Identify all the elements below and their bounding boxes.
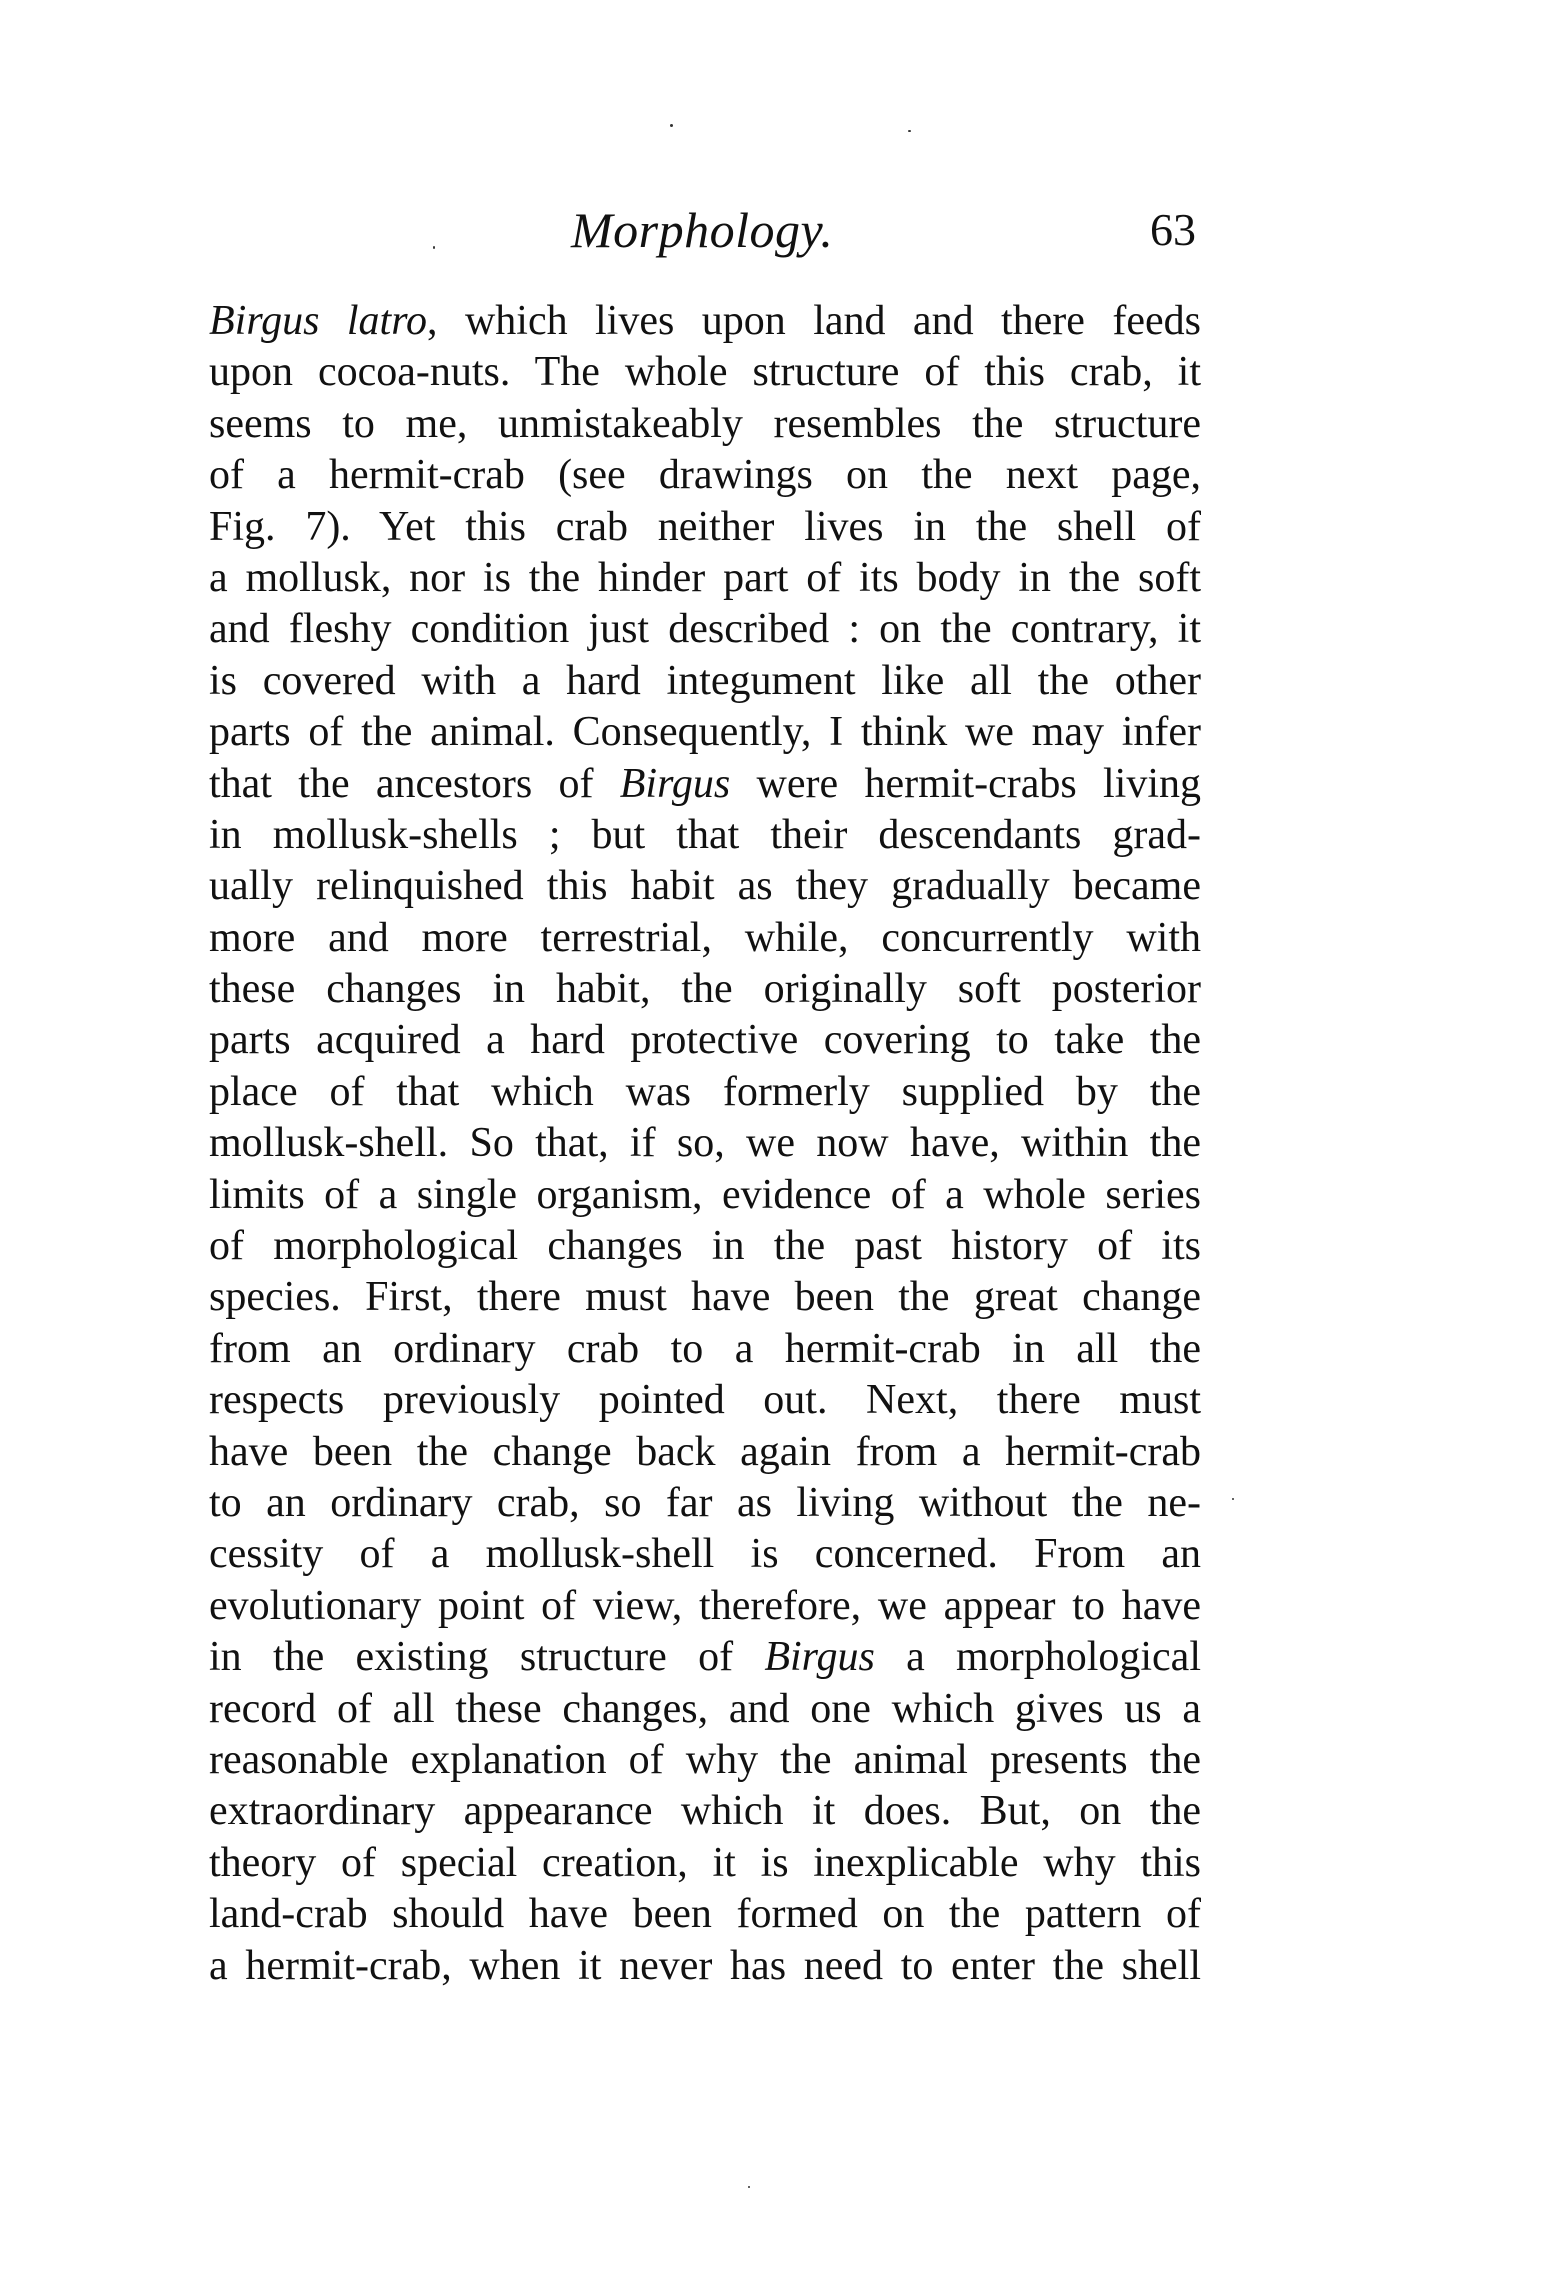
italic-species-name: Birgus [619, 760, 731, 807]
text-run: is covered with a hard integument like all the other [209, 657, 1201, 704]
text-run: of a hermit-crab (see drawings on the next page, [209, 452, 1201, 499]
text-line [209, 1838, 1201, 1889]
text-line [209, 502, 1201, 553]
scan-speck [908, 130, 911, 132]
body-paragraph [209, 296, 1201, 1992]
text-line [209, 707, 1201, 758]
text-run: respects previously pointed out. Next, there must [209, 1377, 1201, 1424]
text-line [209, 1324, 1201, 1375]
text-line [209, 1684, 1201, 1735]
text-line [209, 1221, 1201, 1272]
text-line [209, 964, 1201, 1015]
text-line [209, 1529, 1201, 1580]
text-line [209, 1170, 1201, 1221]
text-run: that the ancestors of [209, 760, 620, 807]
text-line [209, 1889, 1201, 1940]
text-line [209, 861, 1201, 912]
text-run: upon cocoa-nuts. The whole structure of this crab, it [209, 349, 1201, 396]
text-line [209, 913, 1201, 964]
text-line [209, 1015, 1201, 1066]
text-run: have been the change back again from a hermit-crab [209, 1428, 1201, 1475]
text-line [209, 1118, 1201, 1169]
text-line [209, 296, 1201, 347]
text-run: species. First, there must have been the great change [209, 1274, 1201, 1321]
page-number: 63 [1150, 204, 1196, 255]
text-run: these changes in habit, the originally soft posterior [209, 966, 1201, 1013]
text-run: evolutionary point of view, therefore, we appear to have [209, 1582, 1201, 1629]
text-run: seems to me, unmistakeably resembles the structure [209, 400, 1201, 447]
running-head [209, 200, 1201, 260]
text-run: a morphological [874, 1634, 1201, 1681]
text-line [209, 1272, 1201, 1323]
text-run: Fig. 7). Yet this crab neither lives in the shell of [209, 503, 1201, 550]
chapter-title: Morphology. [571, 202, 834, 258]
text-run: reasonable explanation of why the animal presents the [209, 1736, 1201, 1783]
text-line [209, 1427, 1201, 1478]
text-line [209, 1735, 1201, 1786]
scan-speck [433, 246, 435, 249]
text-run: , which lives upon land and there feeds [427, 298, 1201, 344]
text-line [209, 1478, 1201, 1529]
text-run: to an ordinary crab, so far as living without the ne- [209, 1479, 1201, 1526]
text-run: a mollusk, nor is the hinder part of its body in the soft [209, 554, 1201, 601]
text-run: a hermit-crab, when it never has need to enter the shell [209, 1942, 1201, 1989]
text-line [209, 1067, 1201, 1118]
text-line [209, 450, 1201, 501]
text-run: of morphological changes in the past history of its [209, 1223, 1201, 1270]
text-run: from an ordinary crab to a hermit-crab in all the [209, 1325, 1201, 1372]
text-run: place of that which was formerly supplied by the [209, 1068, 1201, 1115]
text-run: in the existing structure of [209, 1634, 765, 1681]
text-run: extraordinary appearance which it does. But, on the [209, 1788, 1201, 1835]
italic-species-name: Birgus [764, 1634, 875, 1681]
text-line [209, 1941, 1201, 1992]
text-run: cessity of a mollusk-shell is concerned. From an [209, 1531, 1201, 1578]
text-line [209, 347, 1201, 398]
text-run: were hermit-crabs living [730, 760, 1202, 807]
text-line [209, 656, 1201, 707]
text-line [209, 1375, 1201, 1426]
text-line [209, 604, 1201, 655]
text-run: and fleshy condition just described : on the contrary, it [209, 606, 1201, 653]
text-run: in mollusk-shells ; but that their descendants grad- [209, 811, 1201, 858]
text-line [209, 1581, 1201, 1632]
text-line [209, 810, 1201, 861]
text-run: record of all these changes, and one which gives us a [209, 1685, 1201, 1732]
text-line [209, 759, 1201, 810]
text-run: limits of a single organism, evidence of a whole series [209, 1171, 1201, 1218]
text-run: parts acquired a hard protective covering to take the [209, 1017, 1201, 1064]
scan-speck [670, 124, 673, 127]
italic-species-name: Birgus latro [209, 298, 428, 344]
text-run: parts of the animal. Consequently, I think we may infer [209, 709, 1201, 756]
text-run: theory of special creation, it is inexplicable why this [209, 1839, 1201, 1886]
text-line [209, 1632, 1201, 1683]
text-run: ually relinquished this habit as they gradually became [209, 863, 1201, 910]
text-line [209, 1786, 1201, 1837]
text-run: mollusk-shell. So that, if so, we now have, within the [209, 1120, 1201, 1167]
text-line [209, 399, 1201, 450]
scan-speck [1232, 1498, 1234, 1500]
text-run: land-crab should have been formed on the pattern of [209, 1891, 1201, 1938]
text-run: more and more terrestrial, while, concurrently with [209, 914, 1201, 961]
scan-speck [748, 2186, 750, 2188]
text-line [209, 553, 1201, 604]
